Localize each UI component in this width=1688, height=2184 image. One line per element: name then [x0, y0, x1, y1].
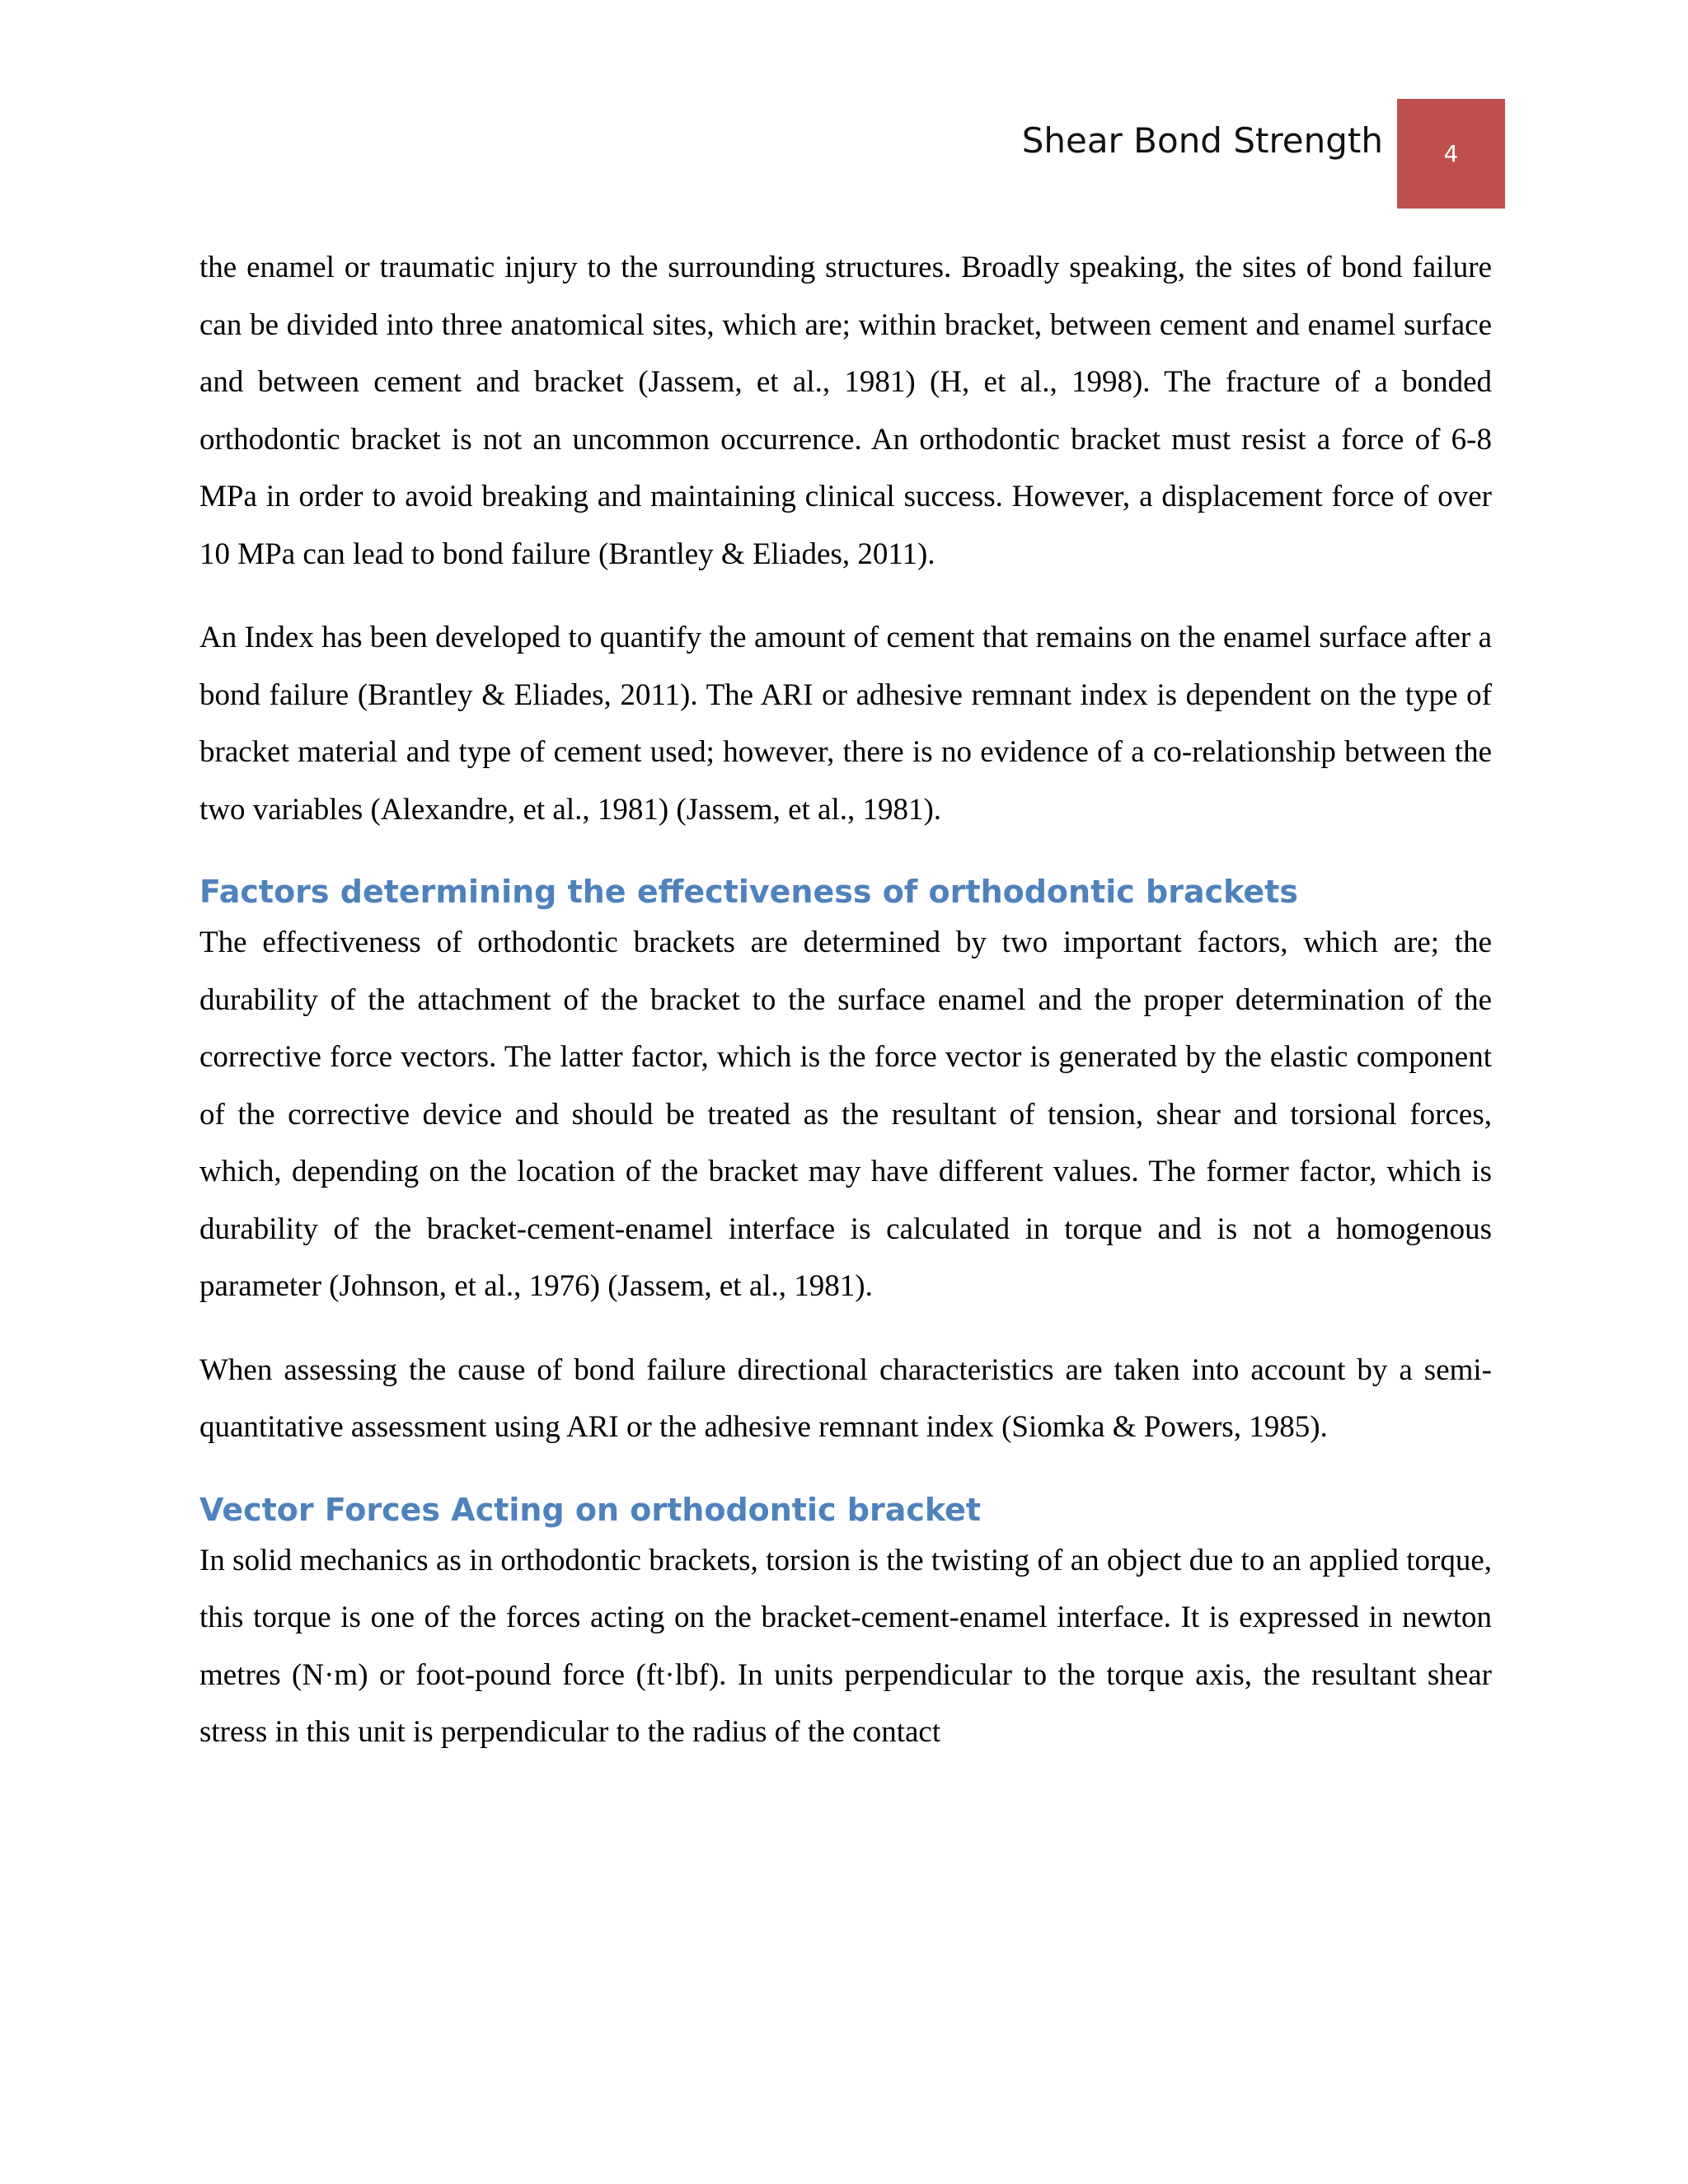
section-heading-factors: Factors determining the effectiveness of orthodontic brackets: [199, 874, 1298, 910]
paragraph-bond-failure-assessment: When assessing the cause of bond failure directional characteristics are taken into account by a semi-quantitative assessment using ARI or the adhesive remnant index (Siomka & Powers, 1985).: [199, 1352, 1492, 1444]
paragraph-torsion: In solid mechanics as in orthodontic brackets, torsion is the twisting of an object due to an applied torque, this torque is one of the forces acting on the bracket-cement-enamel interface. It is expressed in newton metres (N·m) or foot-pound force (ft·lbf). In units perpendicular to the torque axis, the resultant shear stress in this unit is perpendicular to the radius of the contact: [199, 1543, 1492, 1749]
page-number: 4: [1443, 140, 1459, 167]
running-header-title: Shear Bond Strength: [1021, 120, 1383, 161]
section-heading-vector-forces: Vector Forces Acting on orthodontic bracket: [199, 1491, 982, 1528]
paragraph-effectiveness-factors: The effectiveness of orthodontic brackets are determined by two important factors, which are; the durability of the attachment of the bracket to the surface enamel and the proper determination of the corrective force vectors. The latter factor, which is the force vector is generated by the elastic component of the corrective device and should be treated as the resultant of tension, shear and torsional forces, which, depending on the location of the bracket may have different values. The former factor, which is durability of the bracket-cement-enamel interface is calculated in torque and is not a homogenous parameter (Johnson, et al., 1976) (Jassem, et al., 1981).: [199, 926, 1492, 1303]
document-body: [199, 239, 1492, 1761]
paragraph-adhesive-remnant-index: An Index has been developed to quantify the amount of cement that remains on the enamel surface after a bond failure (Brantley & Eliades, 2011). The ARI or adhesive remnant index is dependent on the type of bracket material and type of cement used; however, there is no evidence of a co-relationship between the two variables (Alexandre, et al., 1981) (Jassem, et al., 1981).: [199, 621, 1492, 827]
paragraph-bond-failure-sites: the enamel or traumatic injury to the surrounding structures. Broadly speaking, the sites of bond failure can be divided into three anatomical sites, which are; within bracket, between cement and enamel surface and between cement and bracket (Jassem, et al., 1981) (H, et al., 1998). The fracture of a bonded orthodontic bracket is not an uncommon occurrence. An orthodontic bracket must resist a force of 6-8 MPa in order to avoid breaking and maintaining clinical success. However, a displacement force of over 10 MPa can lead to bond failure (Brantley & Eliades, 2011).: [199, 251, 1492, 571]
page-number-badge: [1397, 99, 1505, 209]
